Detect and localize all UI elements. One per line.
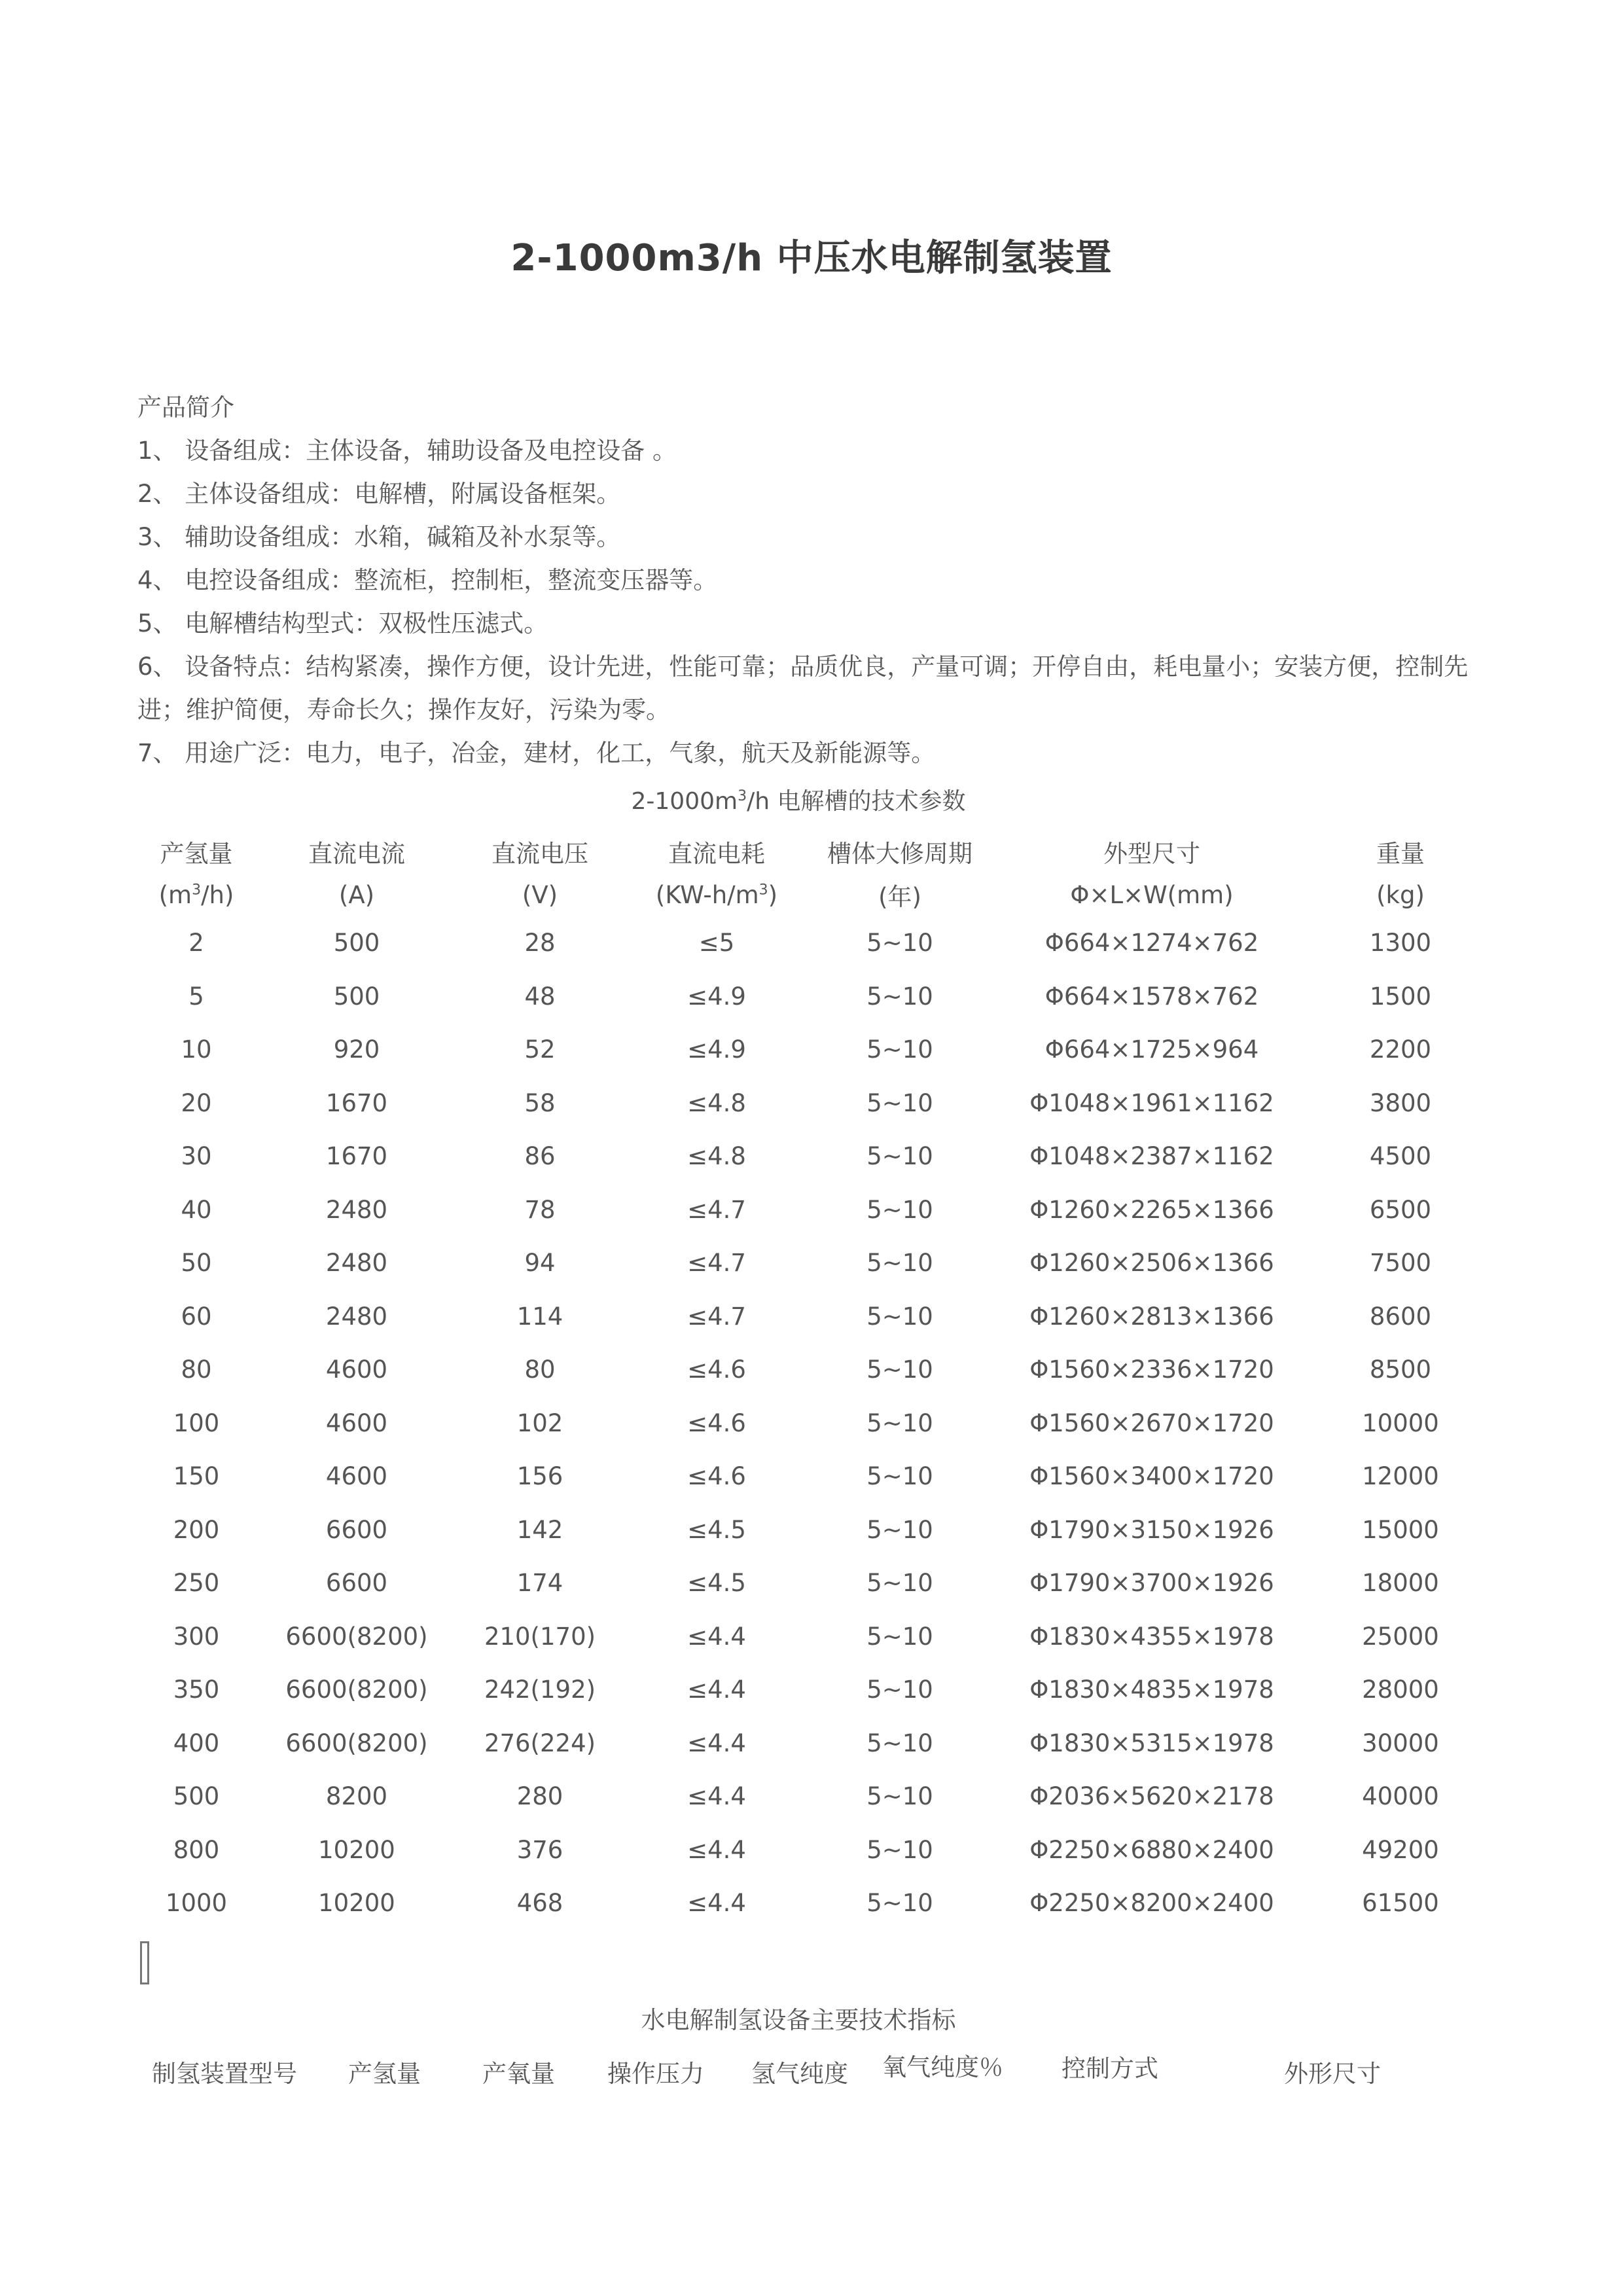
cell-h2-output: 10 [181, 1035, 212, 1064]
cell-h2-output: 20 [181, 1088, 212, 1117]
cell-weight: 30000 [1362, 1729, 1439, 1757]
cell-dc-current: 4600 [325, 1462, 388, 1491]
cell-dc-consumption: ≤4.6 [687, 1462, 746, 1491]
cell-dc-voltage: 142 [516, 1515, 563, 1544]
intro-item-7: 7、 用途广泛：电力，电子，冶金，建材，化工，气象，航天及新能源等。 [137, 739, 936, 767]
cell-dimensions: Φ664×1725×964 [1044, 1035, 1259, 1064]
table-row [137, 1343, 1486, 1397]
table2-header-model: 制氢装置型号 [152, 2060, 297, 2088]
cell-weight: 6500 [1369, 1195, 1432, 1224]
cell-h2-output: 2 [188, 929, 204, 958]
cell-dc-current: 6600(8200) [285, 1676, 428, 1704]
table-row [137, 1397, 1486, 1450]
table-row [137, 1610, 1486, 1664]
unit-overhaul-period: (年) [878, 883, 921, 911]
cell-dimensions: Φ664×1578×762 [1044, 982, 1259, 1011]
cell-dimensions: Φ1830×4355×1978 [1029, 1622, 1274, 1651]
cell-dc-consumption: ≤4.8 [687, 1142, 746, 1171]
cell-dc-current: 1670 [325, 1142, 388, 1171]
unit-dc-consumption [622, 873, 812, 916]
cell-h2-output: 400 [173, 1729, 220, 1757]
header-h2-output: 产氢量 [160, 840, 233, 868]
cell-overhaul-period: 5~10 [866, 1408, 933, 1437]
table-row [137, 1717, 1486, 1770]
cell-h2-output: 800 [173, 1835, 220, 1864]
cell-dimensions: Φ1260×2506×1366 [1029, 1249, 1274, 1278]
electrolyzer-spec-table [137, 830, 1486, 1930]
table-row [137, 1023, 1486, 1077]
cell-overhaul-period: 5~10 [866, 1035, 933, 1064]
cell-weight: 8500 [1369, 1355, 1432, 1384]
table-row [137, 1556, 1486, 1610]
cell-dc-consumption: ≤4.4 [687, 1782, 746, 1811]
cell-dc-voltage: 86 [524, 1142, 556, 1171]
cell-dimensions: Φ1048×1961×1162 [1029, 1088, 1274, 1117]
table-row [137, 1663, 1486, 1717]
cell-dc-consumption: ≤4.4 [687, 1889, 746, 1918]
unit-h2-suffix: /h) [201, 880, 234, 909]
table2-header-pressure: 操作压力 [607, 2060, 704, 2088]
cell-weight: 40000 [1362, 1782, 1439, 1811]
cell-dc-current: 2480 [325, 1195, 388, 1224]
cell-weight: 49200 [1362, 1835, 1439, 1864]
bracket-mark [140, 1941, 149, 1984]
table2-header-o2-output: 产氧量 [482, 2060, 555, 2088]
cell-dc-consumption: ≤4.4 [687, 1729, 746, 1757]
cell-h2-output: 50 [181, 1249, 212, 1278]
cell-dc-current: 6600 [325, 1569, 388, 1598]
cell-dc-voltage: 468 [516, 1889, 563, 1918]
cell-dc-current: 6600 [325, 1515, 388, 1544]
unit-dimensions: Φ×L×W(mm) [1070, 880, 1234, 909]
cell-dimensions: Φ1560×3400×1720 [1029, 1462, 1274, 1491]
table-row [137, 1823, 1486, 1877]
cell-weight: 8600 [1369, 1302, 1432, 1331]
header-dc-voltage: 直流电压 [491, 840, 588, 868]
table2-caption: 水电解制氢设备主要技术指标 [641, 2006, 956, 2034]
cell-dc-consumption: ≤5 [698, 929, 735, 958]
table-row [137, 1130, 1486, 1183]
cell-dc-current: 10200 [318, 1889, 395, 1918]
intro-item-5: 5、 电解槽结构型式：双极性压滤式。 [137, 609, 548, 637]
cell-dimensions: Φ2036×5620×2178 [1029, 1782, 1274, 1811]
table-row [137, 1290, 1486, 1344]
cell-weight: 2200 [1369, 1035, 1432, 1064]
table2-header-h2-purity: 氢气纯度 [751, 2060, 848, 2088]
table-body [137, 916, 1486, 1930]
cell-dc-current: 1670 [325, 1088, 388, 1117]
cell-weight: 18000 [1362, 1569, 1439, 1598]
cell-overhaul-period: 5~10 [866, 1835, 933, 1864]
cell-dc-current: 500 [333, 982, 380, 1011]
cell-overhaul-period: 5~10 [866, 982, 933, 1011]
cell-h2-output: 60 [181, 1302, 212, 1331]
cell-dc-consumption: ≤4.4 [687, 1676, 746, 1704]
cell-dc-consumption: ≤4.8 [687, 1088, 746, 1117]
cell-h2-output: 150 [173, 1462, 220, 1491]
cell-h2-output: 80 [181, 1355, 212, 1384]
cell-h2-output: 200 [173, 1515, 220, 1544]
cell-dc-current: 8200 [325, 1782, 388, 1811]
cell-dc-current: 4600 [325, 1408, 388, 1437]
table-caption [0, 783, 1597, 816]
intro-item-4: 4、 电控设备组成：整流柜，控制柜，整流变压器等。 [137, 566, 718, 594]
cell-overhaul-period: 5~10 [866, 1569, 933, 1598]
cell-dimensions: Φ1790×3700×1926 [1029, 1569, 1274, 1598]
cell-dimensions: Φ1560×2670×1720 [1029, 1408, 1274, 1437]
cell-dimensions: Φ1830×4835×1978 [1029, 1676, 1274, 1704]
intro-item-2: 2、 主体设备组成：电解槽，附属设备框架。 [137, 480, 621, 508]
caption-sup: 3 [738, 788, 747, 804]
cell-dc-consumption: ≤4.4 [687, 1622, 746, 1651]
cell-dc-voltage: 276(224) [484, 1729, 596, 1757]
cell-dc-current: 6600(8200) [285, 1622, 428, 1651]
cell-dc-current: 2480 [325, 1302, 388, 1331]
cell-dc-current: 920 [333, 1035, 380, 1064]
cell-dc-voltage: 376 [516, 1835, 563, 1864]
cell-overhaul-period: 5~10 [866, 1088, 933, 1117]
cell-dc-voltage: 80 [524, 1355, 556, 1384]
unit-weight: (kg) [1376, 880, 1425, 909]
cell-weight: 28000 [1362, 1676, 1439, 1704]
table2-header-h2-output: 产氢量 [348, 2060, 421, 2088]
cell-h2-output: 5 [188, 982, 204, 1011]
intro-heading: 产品简介 [137, 393, 234, 422]
cell-h2-output: 30 [181, 1142, 212, 1171]
cell-overhaul-period: 5~10 [866, 1462, 933, 1491]
cell-h2-output: 250 [173, 1569, 220, 1598]
unit-h2-sup: 3 [192, 882, 202, 899]
cell-h2-output: 100 [173, 1408, 220, 1437]
table-row [137, 1450, 1486, 1503]
cell-dc-voltage: 242(192) [484, 1676, 596, 1704]
table-row [137, 916, 1486, 970]
table-row [137, 1077, 1486, 1130]
table2-header-control: 控制方式 [1061, 2054, 1158, 2083]
cell-dimensions: Φ1830×5315×1978 [1029, 1729, 1274, 1757]
cell-overhaul-period: 5~10 [866, 1782, 933, 1811]
cell-overhaul-period: 5~10 [866, 1622, 933, 1651]
cell-overhaul-period: 5~10 [866, 1302, 933, 1331]
header-weight: 重量 [1376, 840, 1425, 868]
cell-dc-consumption: ≤4.5 [687, 1515, 746, 1544]
unit-h2-output [137, 873, 255, 916]
header-dc-consumption: 直流电耗 [668, 840, 765, 868]
cell-dimensions: Φ2250×6880×2400 [1029, 1835, 1274, 1864]
table-row [137, 1503, 1486, 1557]
cell-dc-voltage: 78 [524, 1195, 556, 1224]
table2-header-dimensions: 外形尺寸 [1284, 2060, 1381, 2088]
cell-dc-current: 500 [333, 929, 380, 958]
table-header-row [137, 830, 1486, 873]
cell-dimensions: Φ664×1274×762 [1044, 929, 1259, 958]
cell-dc-current: 4600 [325, 1355, 388, 1384]
cell-overhaul-period: 5~10 [866, 1355, 933, 1384]
table-row [137, 1876, 1486, 1930]
cell-dc-voltage: 174 [516, 1569, 563, 1598]
cell-weight: 1500 [1369, 982, 1432, 1011]
cell-overhaul-period: 5~10 [866, 1249, 933, 1278]
caption-prefix: 2-1000m [631, 788, 738, 815]
cell-dimensions: Φ1790×3150×1926 [1029, 1515, 1274, 1544]
intro-item-6: 6、 设备特点：结构紧凑，操作方便，设计先进，性能可靠；品质优良，产量可调；开停自由，耗电量小；安装方便，控制先进；维护简便，寿命长久；操作友好，污染为零。 [137, 653, 1469, 724]
cell-dc-consumption: ≤4.6 [687, 1408, 746, 1437]
cell-weight: 12000 [1362, 1462, 1439, 1491]
cell-dc-current: 6600(8200) [285, 1729, 428, 1757]
cell-overhaul-period: 5~10 [866, 1889, 933, 1918]
unit-dc-voltage: (V) [522, 880, 558, 909]
intro-item-3: 3、 辅助设备组成：水箱，碱箱及补水泵等。 [137, 523, 621, 551]
cell-dc-voltage: 102 [516, 1408, 563, 1437]
cell-weight: 10000 [1362, 1408, 1439, 1437]
cell-dc-voltage: 114 [516, 1302, 563, 1331]
table2-header-o2-purity: 氧气纯度％ [882, 2053, 1003, 2081]
cell-dimensions: Φ1260×2813×1366 [1029, 1302, 1274, 1331]
cell-dc-consumption: ≤4.4 [687, 1835, 746, 1864]
cell-dc-voltage: 52 [524, 1035, 556, 1064]
cell-h2-output: 1000 [165, 1889, 228, 1918]
unit-consumption-sup: 3 [758, 882, 768, 899]
cell-weight: 15000 [1362, 1515, 1439, 1544]
table-row [137, 1770, 1486, 1823]
cell-overhaul-period: 5~10 [866, 1195, 933, 1224]
cell-dc-consumption: ≤4.5 [687, 1569, 746, 1598]
cell-h2-output: 40 [181, 1195, 212, 1224]
cell-dc-voltage: 280 [516, 1782, 563, 1811]
table-row [137, 1183, 1486, 1237]
cell-weight: 1300 [1369, 929, 1432, 958]
cell-weight: 4500 [1369, 1142, 1432, 1171]
cell-dc-voltage: 58 [524, 1088, 556, 1117]
cell-dc-voltage: 28 [524, 929, 556, 958]
caption-suffix: /h 电解槽的技术参数 [747, 788, 966, 815]
unit-dc-current: (A) [338, 880, 375, 909]
header-dc-current: 直流电流 [308, 840, 405, 868]
cell-dc-voltage: 94 [524, 1249, 556, 1278]
unit-consumption-prefix: (KW-h/m [655, 880, 759, 909]
cell-weight: 25000 [1362, 1622, 1439, 1651]
cell-dimensions: Φ1260×2265×1366 [1029, 1195, 1274, 1224]
cell-dimensions: Φ2250×8200×2400 [1029, 1889, 1274, 1918]
header-overhaul-period: 槽体大修周期 [827, 840, 972, 868]
cell-dc-consumption: ≤4.7 [687, 1195, 746, 1224]
page-title: 2-1000m3/h 中压水电解制氢装置 [510, 237, 1113, 279]
header-dimensions: 外型尺寸 [1103, 840, 1200, 868]
cell-dc-current: 10200 [318, 1835, 395, 1864]
table-units-row [137, 873, 1486, 916]
cell-overhaul-period: 5~10 [866, 929, 933, 958]
product-intro [137, 386, 1499, 775]
cell-h2-output: 300 [173, 1622, 220, 1651]
cell-dc-voltage: 156 [516, 1462, 563, 1491]
cell-h2-output: 500 [173, 1782, 220, 1811]
unit-consumption-suffix: ) [768, 880, 778, 909]
cell-overhaul-period: 5~10 [866, 1142, 933, 1171]
cell-overhaul-period: 5~10 [866, 1729, 933, 1757]
cell-weight: 3800 [1369, 1088, 1432, 1117]
cell-overhaul-period: 5~10 [866, 1676, 933, 1704]
table-row [137, 970, 1486, 1024]
cell-dc-consumption: ≤4.9 [687, 1035, 746, 1064]
cell-dc-current: 2480 [325, 1249, 388, 1278]
cell-dc-voltage: 210(170) [484, 1622, 596, 1651]
intro-item-1: 1、 设备组成：主体设备，辅助设备及电控设备 。 [137, 437, 677, 465]
cell-dc-consumption: ≤4.6 [687, 1355, 746, 1384]
cell-dc-consumption: ≤4.7 [687, 1249, 746, 1278]
cell-dimensions: Φ1048×2387×1162 [1029, 1142, 1274, 1171]
table-row [137, 1236, 1486, 1290]
cell-dimensions: Φ1560×2336×1720 [1029, 1355, 1274, 1384]
cell-overhaul-period: 5~10 [866, 1515, 933, 1544]
cell-dc-consumption: ≤4.7 [687, 1302, 746, 1331]
cell-weight: 61500 [1362, 1889, 1439, 1918]
cell-dc-voltage: 48 [524, 982, 556, 1011]
unit-h2-prefix: (m [158, 880, 192, 909]
cell-weight: 7500 [1369, 1249, 1432, 1278]
cell-h2-output: 350 [173, 1676, 220, 1704]
cell-dc-consumption: ≤4.9 [687, 982, 746, 1011]
